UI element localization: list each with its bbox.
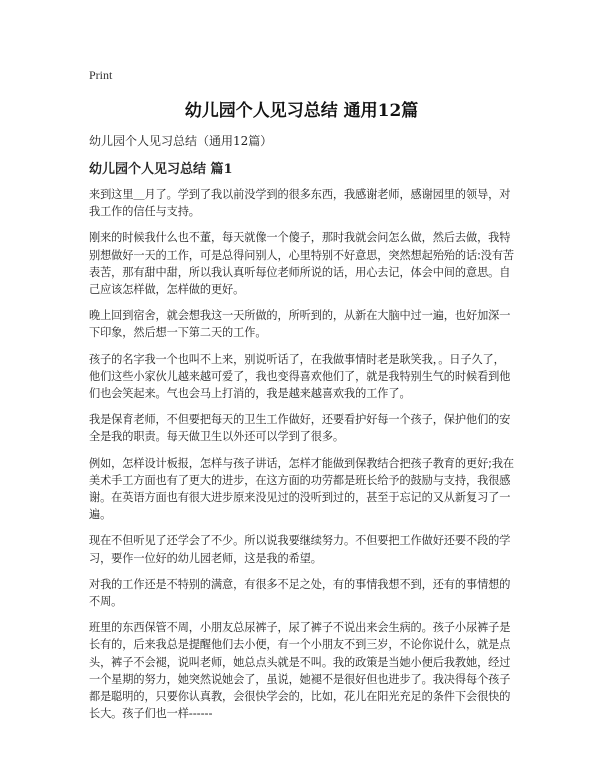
paragraph-1: 来到这里＿月了。学到了我以前没学到的很多东西，我感谢老师，感谢园里的领导，对我工作的信任与支持。	[89, 188, 511, 219]
paragraph-7: 现在不但听见了还学会了不少。所以说我要继续努力。不但要把工作做好还要不段的学习，要作一位好的幼儿园老师，这是我的希望。	[89, 534, 511, 565]
paragraph-5: 我是保育老师，不但要把每天的卫生工作做好，还要看护好每一个孩子，保护他们的安全是我的职责。每天做卫生以外还可以学到了很多。	[89, 413, 511, 444]
print-label: Print	[89, 68, 113, 82]
paragraph-8: 对我的工作还是不特别的满意，有很多不足之处，有的事情我想不到，还有的事情想的不周。	[89, 577, 511, 609]
document-subtitle: 幼儿园个人见习总结（通用12篇）	[89, 134, 273, 148]
paragraph-2: 刚来的时候我什么也不董，每天就像一个傻子，那时我就会问怎么做，然后去做，我特别想做好一天的工作，可是总得问别人，心里特别不好意思，突然想起殆殆的话:没有苦表苦，那有甜中甜，所以我认真听每位老师所说的话，用心去记，体会中间的意思。自己应该怎样做，怎样做的更好。	[89, 231, 514, 297]
paragraph-6: 例如，怎样设计板报，怎样与孩子讲话，怎样才能做到保教结合把孩子教育的更好;我在美术手工方面也有了更大的进步，在这方面的功劳都是班长给予的鼓励与支持，我很感谢。在英语方面也有很大进步原来没见过的没听到过的，甚至于忘记的又从新复习了一遍。	[89, 456, 514, 522]
paragraph-3: 晚上回到宿舍，就会想我这一天所做的，所听到的，从新在大脑中过一遍，也好加深一下印象，然后想一下第二天的工作。	[89, 309, 511, 340]
paragraph-4: 孩子的名字我一个也叫不上来，别说听话了，在我做事情时老是耿笑我，。日子久了，他们这些小家伙儿越来越可爱了，我也变得喜欢他们了，就是我特别生气的时候看到他们也会笑起来。气也会马上打消的，我是越来越喜欢我的工作了。	[89, 352, 511, 401]
page-title: 幼儿园个人见习总结 通用12篇	[184, 101, 419, 121]
section-heading: 幼儿园个人见习总结 篇1	[89, 162, 233, 177]
paragraph-9: 班里的东西保管不周，小朋友总尿裤子，尿了裤子不说出来会生病的。孩子小尿裤子是长有的，后来我总是提醒他们去小便，有一个小朋友不到三岁，不论你说什么，就是点头，裤子不会褪，说叫老师，她总点头就是不叫。我的政策是当她小便后我教她，经过一个星期的努力，她突然说她会了，虽说，她褪不是很好但也进步了。我决得每个孩子都是聪明的，只要你认真教，会很快学会的，比如，花儿在阳光充足的条件下会很快的长大。孩子们也一样------	[89, 621, 511, 721]
document-body	[89, 186, 514, 722]
